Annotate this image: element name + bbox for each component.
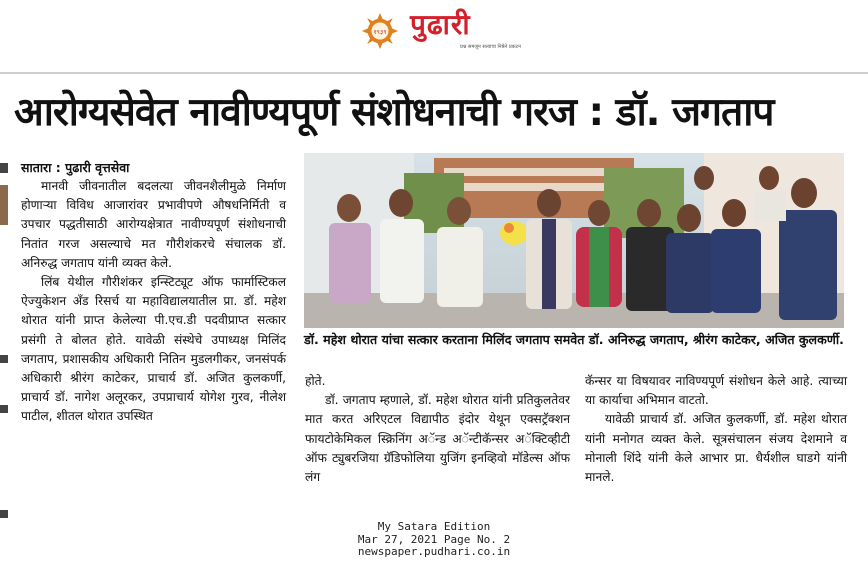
newspaper-tagline: प्रश्न समजून सत्याचा निष्ठेने प्रकटन [460,44,521,50]
article-column-1 [21,158,286,427]
article-column-3 [585,372,847,487]
group-felicitation-photo [304,153,844,328]
paragraph: लिंब येथील गौरीशंकर इन्स्टिट्यूट ऑफ फार्मास्टिकल ऐज्युकेशन अँड रिसर्च या महाविद्यालयातील प्रा. डॉ. महेश थोरात यांनी प्राप्त केलेल्या पी.एच.डी पदवीप्राप्त सत्कार प्रसंगी ते बोलत होते. यावेळी संस्थेचे उपाध्यक्ष मिलिंद जगताप, प्रशासकीय अधिकारी नितिन मुडलगीकर, जनसंपर्क अधिकारी श्रीरंग काटेकर, प्राचार्य डॉ. अजित कुलकर्णी, प्राचार्य डॉ. नागेश अलूरकर, उपप्राचार्य योगेश गुरव, नीलेश पाटील, शीतल थोरात उपस्थित [21,275,286,424]
paragraph: होते. [305,374,326,388]
newspaper-emblem-icon [361,12,399,50]
edition-footer [0,521,868,559]
article-column-2 [305,372,570,487]
edition-name: My Satara Edition [377,520,491,533]
article-photo [304,153,844,328]
newspaper-brand-name: पुढारी [410,8,471,41]
edition-date-page: Mar 27, 2021 Page No. 2 [357,532,511,546]
paragraph: कॅन्सर या विषयावर नाविण्यपूर्ण संशोधन केले आहे. त्याच्या या कार्याचा अभिमान वाटतो. [585,374,847,408]
paragraph: यावेळी प्राचार्य डॉ. अजित कुलकर्णी, डॉ. महेश थोरात यांनी मनोगत व्यक्त केले. सूत्रसंचालन संजय देशमाने व मोनाली शिंदे यांनी केले आभार प्रा. धैर्यशील घाडगे यांनी मानले. [585,412,847,485]
edition-website-link[interactable]: newspaper.pudhari.co.in [357,545,511,558]
svg-text:१९३९: १९३९ [373,28,387,36]
paragraph: मानवी जीवनातील बदलत्या जीवनशैलीमुळे निर्माण होणाऱ्या विविध आजारांवर प्रभावीपणे औषधनिर्मिती व उपचार पद्धतीसाठी आरोग्यक्षेत्रात नावीण्यपूर्ण संशोधनाची नितांत गरज असल्याचे मत गौरीशंकरचे संचालक डॉ. अनिरुद्ध जगताप यांनी व्यक्त केले. [21,179,286,270]
photo-caption: डॉ. महेश थोरात यांचा सत्कार करताना मिलिंद जगताप समवेत डॉ. अनिरुद्ध जगताप, श्रीरंग काटेकर, अजित कुलकर्णी. [304,332,844,347]
paragraph: डॉ. जगताप म्हणाले, डॉ. महेश थोरात यांनी प्रतिकुलतेवर मात करत अरिएटल विद्यापीठ इंदोर येथून एक्सट्रॅक्शन फायटोकेमिकल स्क्रिनिंग अॅन्ड अॅन्टीकॅन्सर अॅक्टिव्हीटी ऑफ ट्युबरजिया ग्रॅडिफोलिया युजिंग इनव्हिवो मॉडेल्स ऑफ लंग [305,393,570,485]
article-dateline: सातारा : पुढारी वृत्तसेवा [21,160,130,175]
adjacent-article-edge [0,155,10,525]
masthead-divider [0,72,868,74]
masthead [0,0,868,72]
article-headline: आरोग्यसेवेत नावीण्यपूर्ण संशोधनाची गरज : डॉ. जगताप [14,90,774,135]
